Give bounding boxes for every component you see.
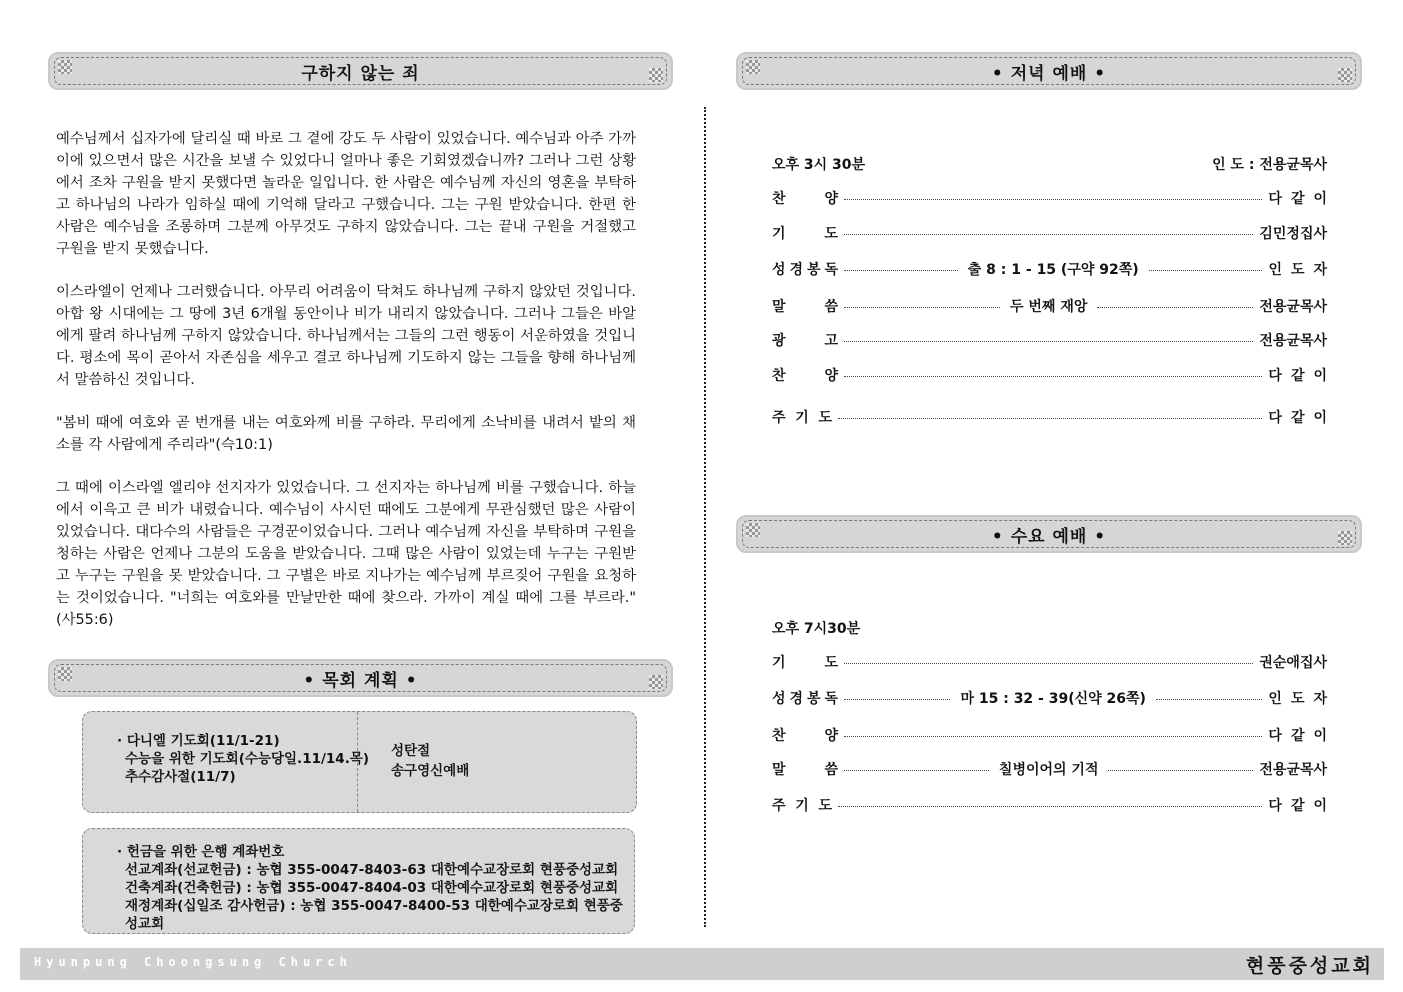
sermon-paragraph: 이스라엘이 언제나 그러했습니다. 아무리 어려움이 닥쳐도 하나님께 구하지 않았던 것입니다. 아합 왕 시대에는 그 땅에 3년 6개월 동안이나 비가 내리지 않았습니다. 그러나 그들은 바알에게 팔려 하나님께 구하지 않았습니다. 하나님께서는 그들의 그런 행동이 서운하였을 것입니다. 평소에 목이 곧아서 자존심을 세우고 결코 하나님께 기도하지 않는 그들을 향해 하나님께서 말씀하신 것입니다. bbox=[56, 284, 636, 388]
order-detail: 마 15 : 32 - 39(신약 26쪽) bbox=[960, 691, 1146, 707]
order-person: 다같이 bbox=[1268, 191, 1336, 207]
order-row bbox=[772, 365, 1336, 385]
order-row bbox=[772, 652, 1327, 672]
order-person: 다같이 bbox=[1268, 410, 1336, 426]
order-label: 주 기 도 bbox=[772, 410, 832, 426]
order-person: 전용균목사 bbox=[1259, 299, 1327, 315]
order-label: 찬 양 bbox=[772, 368, 838, 384]
order-row bbox=[772, 407, 1336, 427]
page-divider bbox=[704, 107, 706, 927]
evening-header bbox=[772, 154, 1327, 174]
plan-item: 송구영신예배 bbox=[391, 763, 470, 779]
bank-list bbox=[117, 843, 634, 933]
plan-left-list bbox=[117, 732, 369, 786]
wednesday-title-banner bbox=[736, 515, 1362, 553]
order-row bbox=[772, 795, 1336, 815]
order-row bbox=[772, 759, 1327, 779]
order-person: 다같이 bbox=[1268, 798, 1336, 814]
order-row bbox=[772, 330, 1327, 350]
order-detail: 두 번째 재앙 bbox=[1010, 299, 1088, 315]
evening-leader: 인 도 : 전용균목사 bbox=[1212, 157, 1327, 173]
order-person: 인도자 bbox=[1268, 691, 1336, 707]
order-label: 광 고 bbox=[772, 333, 838, 349]
wednesday-title: • 수요 예배 • bbox=[991, 526, 1107, 547]
footer-korean-name: 현풍중성교회 bbox=[1245, 955, 1374, 977]
order-detail: 칠병이어의 기적 bbox=[998, 762, 1099, 778]
order-row bbox=[772, 188, 1336, 208]
wednesday-header bbox=[772, 618, 1327, 638]
evening-title-banner bbox=[736, 52, 1362, 90]
bank-box bbox=[82, 828, 635, 934]
order-label: 성 경 봉 독 bbox=[772, 262, 838, 278]
order-label: 기 도 bbox=[772, 655, 838, 671]
sermon-title: 구하지 않는 죄 bbox=[301, 63, 420, 84]
order-person: 전용균목사 bbox=[1259, 333, 1327, 349]
plan-title-banner bbox=[48, 659, 673, 697]
order-person: 다같이 bbox=[1268, 368, 1336, 384]
wednesday-schedule bbox=[772, 618, 1336, 818]
bank-line: 선교계좌(선교헌금) : 농협 355-0047-8403-63 대한예수교장로회 현풍중성교회 bbox=[125, 862, 619, 878]
order-label: 말 씀 bbox=[772, 299, 838, 315]
plan-box bbox=[82, 711, 637, 813]
wednesday-time: 오후 7시30분 bbox=[772, 621, 861, 637]
sermon-body bbox=[56, 128, 636, 652]
plan-right-list bbox=[391, 741, 469, 781]
sermon-title-banner bbox=[48, 52, 673, 90]
sermon-quote: "봄비 때에 여호와 곧 번개를 내는 여호와께 비를 구하라. 무리에게 소낙비를 내려서 밭의 채소를 각 사람에게 주리라"(슥10:1) bbox=[56, 415, 636, 453]
evening-schedule bbox=[772, 154, 1337, 434]
footer-english-name: Hyunpung Choongsung Church bbox=[34, 955, 352, 969]
plan-item: 수능을 위한 기도회(수능당일.11/14.목) bbox=[125, 751, 370, 767]
order-label: 찬 양 bbox=[772, 191, 838, 207]
order-label: 기 도 bbox=[772, 226, 838, 242]
order-row bbox=[772, 259, 1337, 279]
bank-title: · 헌금을 위한 은행 계좌번호 bbox=[117, 844, 285, 860]
order-label: 주 기 도 bbox=[772, 798, 832, 814]
plan-item: · 다니엘 기도회(11/1-21) bbox=[117, 733, 280, 749]
order-label: 말 씀 bbox=[772, 762, 838, 778]
plan-item: 성탄절 bbox=[391, 743, 431, 759]
evening-time: 오후 3시 30분 bbox=[772, 157, 866, 173]
order-row bbox=[772, 223, 1327, 243]
order-row bbox=[772, 296, 1327, 316]
sermon-paragraph: 예수님께서 십자가에 달리실 때 바로 그 곁에 강도 두 사람이 있었습니다. 예수님과 아주 가까이에 있으면서 많은 시간을 보낼 수 있었다니 얼마나 좋은 기회였겠습니까? 그러나 그런 상황에서 조차 구원을 받지 못했다면 놀라운 일입니다. 한 사람은 예수님께 자신의 영혼을 부탁하고 하나님의 나라가 임하실 때에 기억해 달라고 구했습니다. 그는 구원 받았습니다. 한편 한 사람은 예수님을 조롱하며 그분께 아무것도 구하지 않았습니다. 그는 끝내 구원을 거절했고 구원을 받지 못했습니다. bbox=[56, 131, 636, 257]
footer-bar bbox=[20, 948, 1384, 980]
order-detail: 출 8 : 1 - 15 (구약 92쪽) bbox=[967, 262, 1139, 278]
sermon-paragraph: 그 때에 이스라엘 엘리야 선지자가 있었습니다. 그 선지자는 하나님께 비를 구했습니다. 하늘에서 이윽고 큰 비가 내렸습니다. 예수님이 사시던 때에도 그분에게 무관심했던 많은 사람이 있었습니다. 대다수의 사람들은 구경꾼이었습니다. 그러나 예수님께 자신을 부탁하며 구원을 청하는 사람은 언제나 그분의 도움을 받았습니다. 그때 많은 사람이 있었는데 누구는 구원받고 누구는 구원을 못 받았습니다. 그 구별은 바로 지나가는 예수님께 부르짖어 구원을 요청하는 것이었습니다. "너희는 여호와를 만날만한 때에 찾으라. 가까이 계실 때에 그를 부르라."(사55:6) bbox=[56, 480, 636, 628]
bank-line: 재정계좌(십일조 감사헌금) : 농협 355-0047-8400-53 대한예수교장로회 현풍중성교회 bbox=[125, 898, 623, 932]
order-person: 전용균목사 bbox=[1259, 762, 1328, 778]
order-label: 찬 양 bbox=[772, 728, 838, 744]
bank-line: 건축계좌(건축헌금) : 농협 355-0047-8404-03 대한예수교장로회 현풍중성교회 bbox=[125, 880, 619, 896]
order-row bbox=[772, 688, 1336, 708]
order-person: 인도자 bbox=[1268, 262, 1337, 278]
plan-title: • 목회 계획 • bbox=[303, 670, 418, 691]
order-person: 다같이 bbox=[1268, 728, 1336, 744]
order-row bbox=[772, 725, 1336, 745]
order-person: 권순애집사 bbox=[1259, 655, 1327, 671]
order-person: 김민정집사 bbox=[1259, 226, 1327, 242]
plan-item: 추수감사절(11/7) bbox=[125, 769, 236, 785]
order-label: 성 경 봉 독 bbox=[772, 691, 838, 707]
evening-title: • 저녁 예배 • bbox=[991, 63, 1107, 84]
